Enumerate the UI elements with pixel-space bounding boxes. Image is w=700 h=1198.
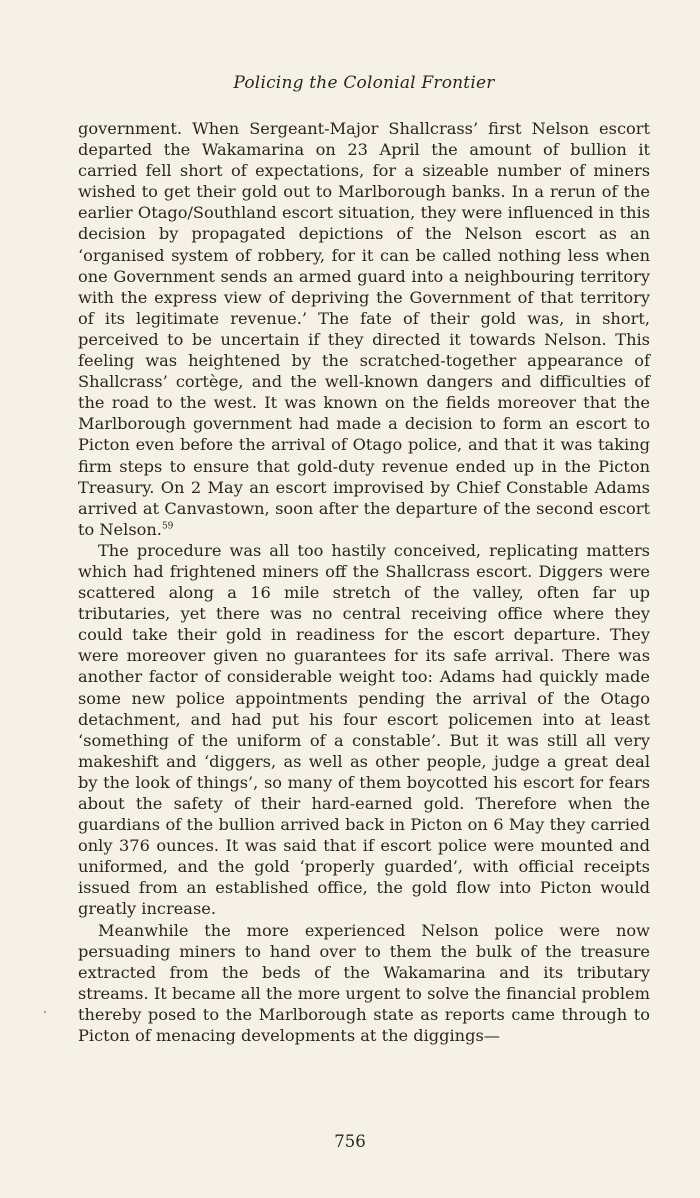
footnote-marker: 59 [161, 521, 174, 532]
margin-speck [44, 1011, 46, 1013]
running-head: Policing the Colonial Frontier [233, 73, 495, 93]
paragraph-1-text: government. When Sergeant-Major Shallcrass’ first Nelson escort departed the Wakamarina on 23 April the amount of bullion it carried fell short of expectations, for a sizeable number of miners wished to get their gold out to Marlborough banks. In a rerun of the earlier Otago/Southland escort situation, they were influenced in this decision by propagated depictions of the Nelson escort as an ‘organised system of robbery, for it can be called nothing less when one Government sends an armed guard into a neighbouring territory with the express view of depriving the Government of that territory of its legitimate revenue.’ The fate of their gold was, in short, perceived to be uncertain if they directed it towards Nelson. This feeling was heightened by the scratched-together appearance of Shallcrass’ cortège, and the well-known dangers and difficulties of the road to the west. It was known on the fields moreover that the Marlborough government had made a decision to form an escort to Picton even before the arrival of Otago police, and that it was taking firm steps to ensure that gold-duty revenue ended up in the Picton Treasury. On 2 May an escort improvised by Chief Constable Adams arrived at Canvastown, soon after the departure of the second escort to Nelson. [78, 119, 650, 539]
paragraph-1 [78, 118, 650, 540]
page-content [78, 72, 650, 1046]
body-text [78, 118, 650, 1046]
paragraph-2: The procedure was all too hastily conceived, replicating matters which had frightened miners off the Shallcrass escort. Diggers were scattered along a 16 mile stretch of the valley, often far up tributaries, yet there was no central receiving office where they could take their gold in readiness for the escort departure. They were moreover given no guarantees for its safe arrival. There was another factor of considerable weight too: Adams had quickly made some new police appointments pending the arrival of the Otago detachment, and had put his four escort policemen into at least ‘something of the uniform of a constable’. But it was still all very makeshift and ‘diggers, as well as other people, judge a great deal by the look of things’, so many of them boycotted his escort for fears about the safety of their hard-earned gold. Therefore when the guardians of the bullion arrived back in Picton on 6 May they carried only 376 ounces. It was said that if escort police were mounted and uniformed, and the gold ‘properly guarded’, with official receipts issued from an established office, the gold flow into Picton would greatly increase. [78, 540, 650, 919]
page-number: 756 [334, 1132, 366, 1151]
paragraph-3: Meanwhile the more experienced Nelson police were now persuading miners to hand over to them the bulk of the treasure extracted from the beds of the Wakamarina and its tributary streams. It became all the more urgent to solve the financial problem thereby posed to the Marlborough state as reports came through to Picton of menacing developments at the diggings— [78, 920, 650, 1046]
